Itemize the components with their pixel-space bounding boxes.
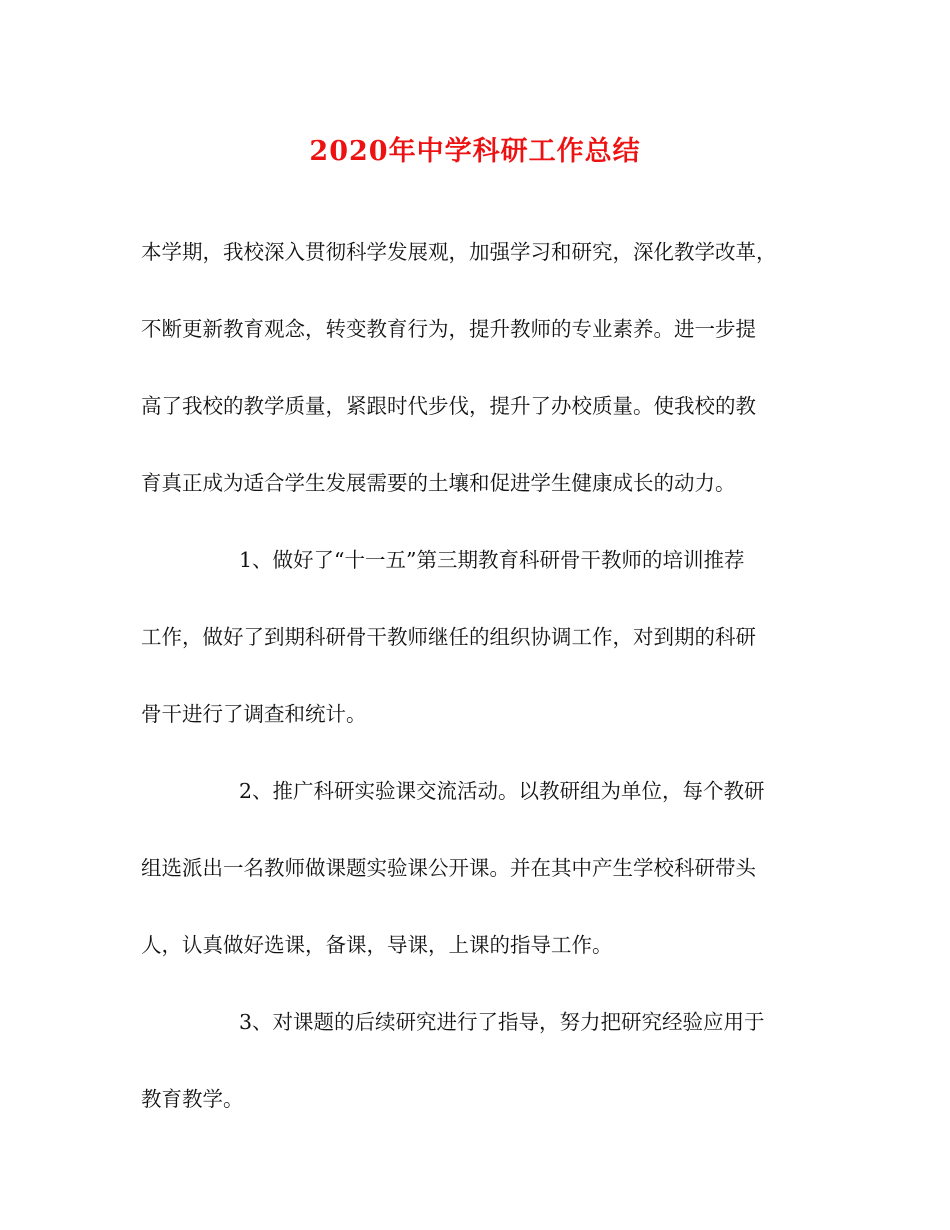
- text-line: 教育教学。: [141, 1087, 244, 1111]
- text-line: 骨干进行了调查和统计。: [141, 702, 367, 726]
- text-line: 本学期，我校深入贯彻科学发展观，加强学习和研究，深化教学改革，: [141, 240, 777, 264]
- paragraph-item-1: [141, 522, 813, 753]
- text-line: 工作，做好了到期科研骨干教师继任的组织协调工作，对到期的科研: [141, 625, 756, 649]
- text-line: 育真正成为适合学生发展需要的土壤和促进学生健康成长的动力。: [141, 471, 736, 495]
- paragraph-intro: [141, 214, 813, 522]
- text-line: 不断更新教育观念，转变教育行为，提升教师的专业素养。进一步提: [141, 317, 756, 341]
- text-line: 3、对课题的后续研究进行了指导，努力把研究经验应用于: [239, 1010, 765, 1034]
- document-body: [141, 214, 813, 1138]
- paragraph-item-2: [141, 753, 813, 984]
- text-line: 高了我校的教学质量，紧跟时代步伐，提升了办校质量。使我校的教: [141, 394, 756, 418]
- text-line: 1、做好了“十一五”第三期教育科研骨干教师的培训推荐: [239, 548, 745, 572]
- text-line: 2、推广科研实验课交流活动。以教研组为单位，每个教研: [239, 779, 765, 803]
- text-line: 组选派出一名教师做课题实验课公开课。并在其中产生学校科研带头: [141, 856, 756, 880]
- paragraph-item-3: [141, 984, 813, 1138]
- document-title: 2020年中学科研工作总结: [309, 136, 641, 167]
- text-line: 人，认真做好选课，备课，导课，上课的指导工作。: [141, 933, 613, 957]
